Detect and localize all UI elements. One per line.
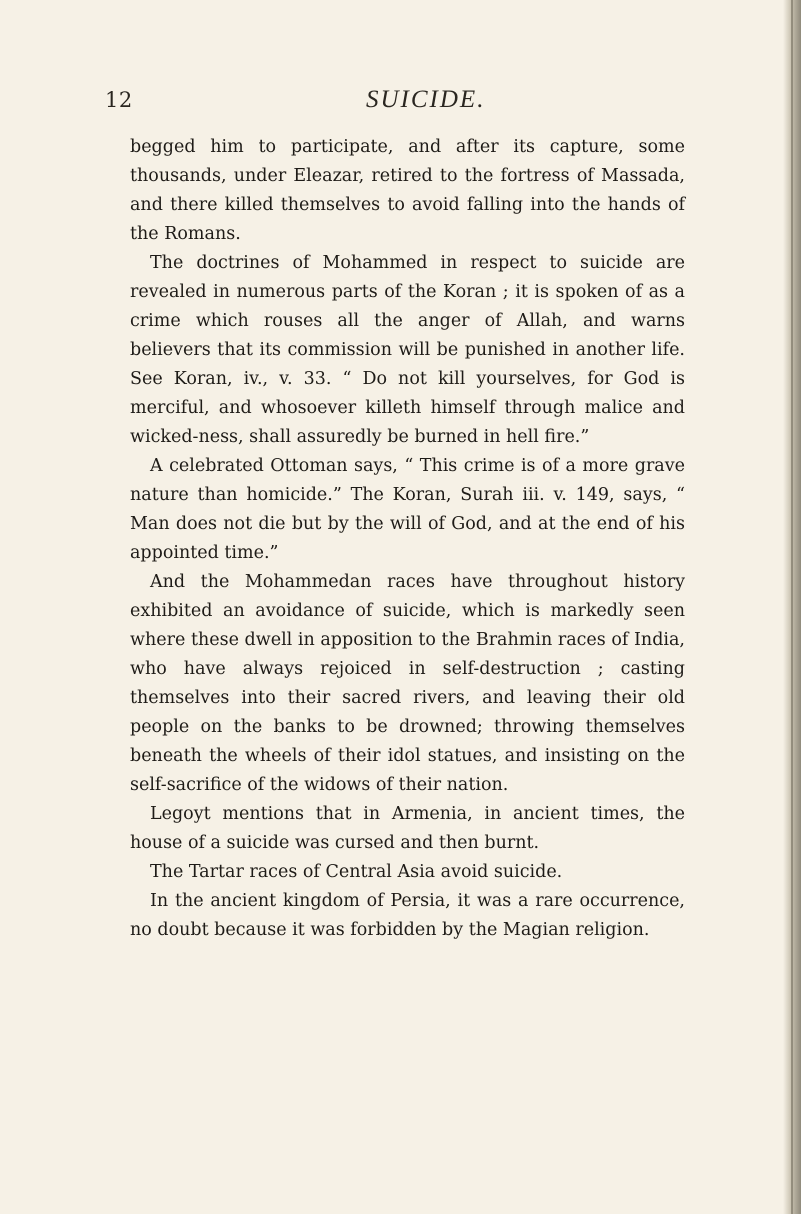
paragraph-1: begged him to participate, and after its capture, some thousands, under Eleazar, retired to the fortress of Massada, and there killed themselves to avoid falling into the hands of the Romans. [130, 137, 685, 244]
page-edge-line [791, 0, 793, 1214]
paragraph-6: The Tartar races of Central Asia avoid suicide. [150, 862, 563, 882]
paragraph-7: In the ancient kingdom of Persia, it was a rare occurrence, no doubt because it was forbidden by the Magian religion. [130, 891, 685, 940]
page-number: 12 [105, 88, 133, 112]
paragraph-3: A celebrated Ottoman says, “ This crime is of a more grave nature than homicide.” The Koran, Surah iii. v. 149, says, “ Man does not die but by the will of God, and at the end of his appointed time.” [130, 456, 685, 563]
paragraph-2: The doctrines of Mohammed in respect to suicide are revealed in numerous parts of the Koran ; it is spoken of as a crime which rouses all the anger of Allah, and warns believers that its commission will be punished in another life. See Koran, iv., v. 33. “ Do not kill yourselves, for God is merciful, and whosoever killeth himself through malice and wicked-ness, shall assuredly be burned in hell fire.” [130, 253, 685, 447]
paragraph-5: Legoyt mentions that in Armenia, in ancient times, the house of a suicide was cursed and then burnt. [130, 804, 685, 853]
running-title: SUICIDE. [366, 86, 486, 113]
paragraph-4: And the Mohammedan races have throughout history exhibited an avoidance of suicide, which is markedly seen where these dwell in apposition to the Brahmin races of India, who have always rejoiced in self-destruction ; casting themselves into their sacred rivers, and leaving their old people on the banks to be drowned; throwing themselves beneath the wheels of their idol statues, and insisting on the self-sacrifice of the widows of their nation. [130, 572, 685, 795]
body-text [130, 133, 685, 945]
page-header [0, 84, 783, 124]
